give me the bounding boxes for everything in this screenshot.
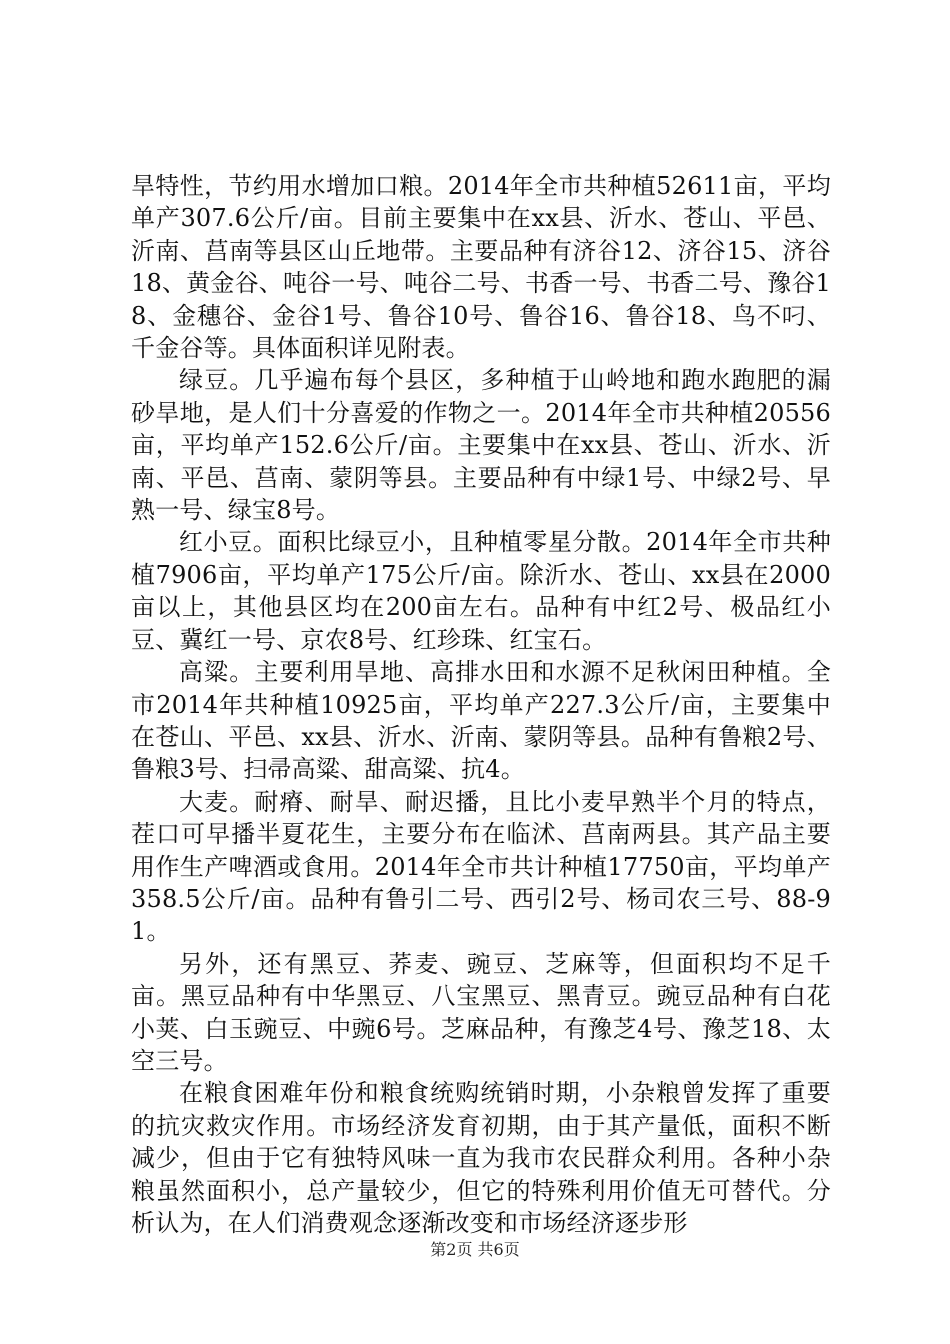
paragraph-other-crops: 另外，还有黑豆、荞麦、豌豆、芝麻等，但面积均不足千亩。黑豆品种有中华黑豆、八宝黑豆、黑青豆。豌豆品种有白花小荚、白玉豌豆、中豌6号。芝麻品种，有豫芝4号、豫芝18、太空三号。 [131, 949, 831, 1075]
paragraph-red-bean: 红小豆。面积比绿豆小，且种植零星分散。2014年全市共种植7906亩，平均单产175公斤/亩。除沂水、苍山、xx县在2000亩以上，其他县区均在200亩左右。品种有中红2号、极品红小豆、冀红一号、京农8号、红珍珠、红宝石。 [131, 528, 831, 654]
paragraph-millet-continued: 旱特性，节约用水增加口粮。2014年全市共种植52611亩，平均单产307.6公斤/亩。目前主要集中在xx县、沂水、苍山、平邑、沂南、莒南等县区山丘地带。主要品种有济谷12、济谷15、济谷18、黄金谷、吨谷一号、吨谷二号、书香一号、书香二号、豫谷18、金穗谷、金谷1号、鲁谷10号、鲁谷16、鲁谷18、鸟不叼、千金谷等。具体面积详见附表。 [131, 172, 831, 363]
paragraph-mung-bean: 绿豆。几乎遍布每个县区，多种植于山岭地和跑水跑肥的漏砂旱地，是人们十分喜爱的作物之一。2014年全市共种植20556亩，平均单产152.6公斤/亩。主要集中在xx县、苍山、沂水、沂南、平邑、莒南、蒙阴等县。主要品种有中绿1号、中绿2号、早熟一号、绿宝8号。 [131, 366, 831, 525]
paragraph-barley: 大麦。耐瘠、耐旱、耐迟播，且比小麦早熟半个月的特点，茬口可早播半夏花生，主要分布在临沭、莒南两县。其产品主要用作生产啤酒或食用。2014年全市共计种植17750亩，平均单产358.5公斤/亩。品种有鲁引二号、西引2号、杨司农三号、88-91。 [131, 787, 831, 946]
paragraph-sorghum: 高粱。主要利用旱地、高排水田和水源不足秋闲田种植。全市2014年共种植10925亩，平均单产227.3公斤/亩，主要集中在苍山、平邑、xx县、沂水、沂南、蒙阴等县。品种有鲁粮2号、鲁粮3号、扫帚高粱、甜高粱、抗4。 [131, 658, 831, 784]
document-body [131, 170, 831, 1239]
paragraph-analysis: 在粮食困难年份和粮食统购统销时期，小杂粮曾发挥了重要的抗灾救灾作用。市场经济发育初期，由于其产量低，面积不断减少，但由于它有独特风味一直为我市农民群众利用。各种小杂粮虽然面积小，总产量较少，但它的特殊利用价值无可替代。分析认为，在人们消费观念逐渐改变和市场经济逐步形 [131, 1079, 831, 1237]
page-number-footer: 第2页 共6页 [430, 1240, 520, 1259]
